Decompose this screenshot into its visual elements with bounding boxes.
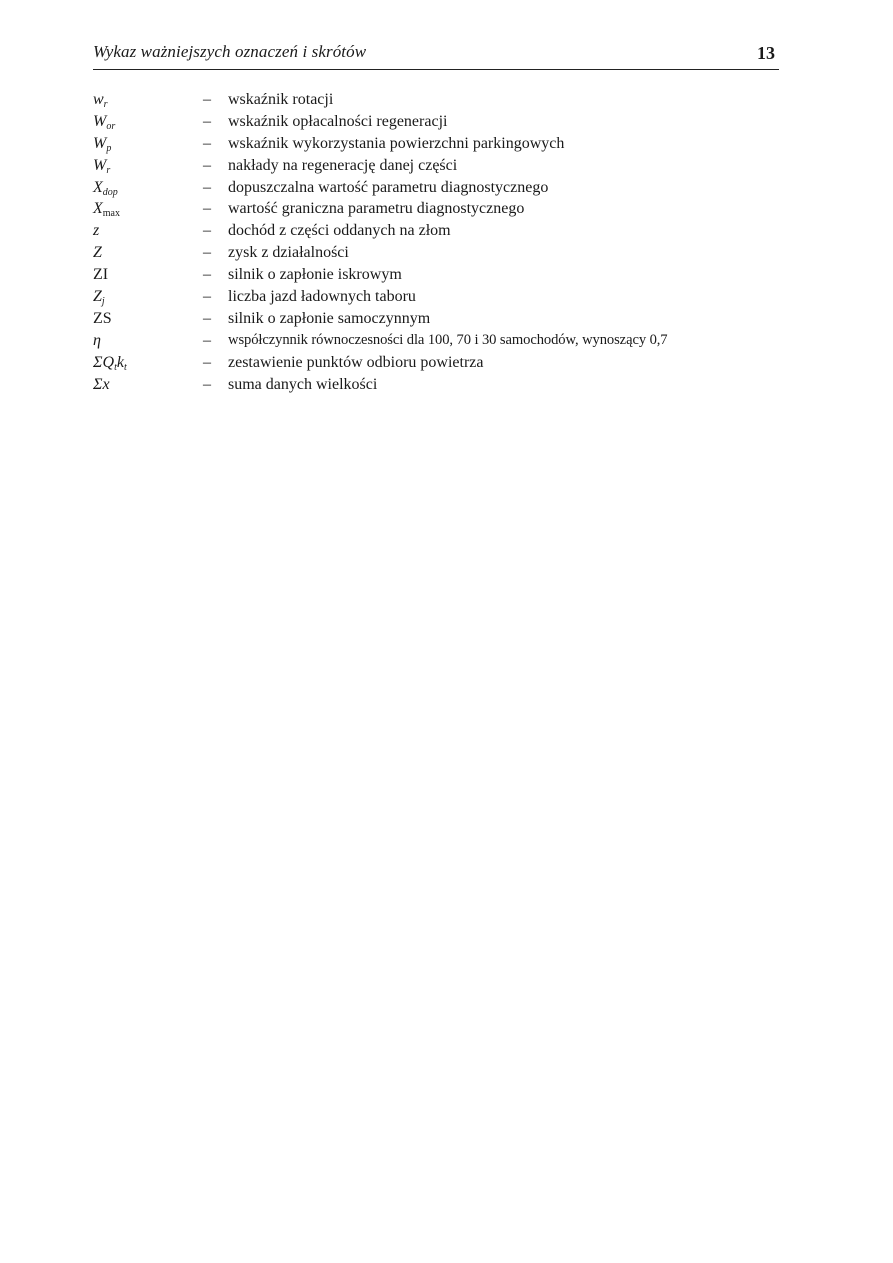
symbol: Σx (93, 375, 110, 393)
list-item (93, 155, 793, 177)
description: dochód z części oddanych na złom (228, 222, 451, 240)
dash: – (203, 156, 211, 174)
list-item (93, 220, 793, 242)
dash: – (203, 288, 211, 306)
description: zysk z działalności (228, 244, 349, 262)
description: wskaźnik rotacji (228, 91, 334, 108)
dash: – (203, 112, 211, 130)
description: zestawienie punktów odbioru powietrza (228, 353, 484, 371)
dash: – (203, 200, 211, 218)
description: suma danych wielkości (228, 375, 378, 393)
symbol: Z (93, 244, 102, 262)
description: wskaźnik wykorzystania powierzchni parkingowych (228, 134, 565, 152)
description: dopuszczalna wartość parametru diagnostycznego (228, 178, 549, 196)
description: współczynnik równoczesności dla 100, 70 i 30 samochodów, wynoszący 0,7 (228, 331, 668, 348)
page-number: 13 (757, 43, 775, 63)
description: wartość graniczna parametru diagnostycznego (228, 200, 525, 218)
description: liczba jazd ładownych taboru (228, 288, 416, 306)
dash: – (203, 353, 211, 371)
header-title: Wykaz ważniejszych oznaczeń i skrótów (93, 42, 367, 61)
header-rule (93, 69, 779, 70)
description: nakłady na regenerację danej części (228, 156, 458, 174)
symbol: z (93, 222, 100, 240)
symbol: $W_r$ (93, 156, 111, 176)
symbol: $W_{or}$ (93, 112, 116, 132)
symbol: $W_p$ (93, 134, 112, 154)
symbol: ZS (93, 309, 112, 327)
list-item (93, 177, 793, 199)
list-item (93, 374, 793, 396)
dash: – (203, 375, 211, 393)
running-header (93, 40, 777, 70)
dash: – (203, 309, 211, 327)
symbol: $X_{max}$ (93, 200, 120, 220)
list-item (93, 198, 793, 220)
list-item (93, 330, 793, 352)
list-item (93, 133, 793, 155)
symbol: ZI (93, 266, 109, 284)
symbol: $Z_j$ (93, 288, 105, 308)
description: silnik o zapłonie samoczynnym (228, 309, 431, 327)
dash: – (203, 178, 211, 196)
dash: – (203, 331, 211, 349)
dash: – (203, 91, 211, 108)
dash: – (203, 266, 211, 284)
symbol-list (93, 89, 793, 395)
dash: – (203, 222, 211, 240)
list-item (93, 308, 793, 330)
dash: – (203, 244, 211, 262)
description: wskaźnik opłacalności regeneracji (228, 112, 448, 130)
list-item (93, 286, 793, 308)
dash: – (203, 134, 211, 152)
list-item (93, 242, 793, 264)
symbol: $w_r$ (93, 91, 108, 110)
symbol: η (93, 331, 101, 349)
list-item (93, 111, 793, 133)
description: silnik o zapłonie iskrowym (228, 266, 402, 284)
list-item (93, 264, 793, 286)
symbol: $X_{dop}$ (93, 178, 118, 198)
list-item (93, 352, 793, 374)
list-item (93, 89, 793, 111)
symbol: $\Sigma Q_tk_t$ (93, 353, 127, 373)
